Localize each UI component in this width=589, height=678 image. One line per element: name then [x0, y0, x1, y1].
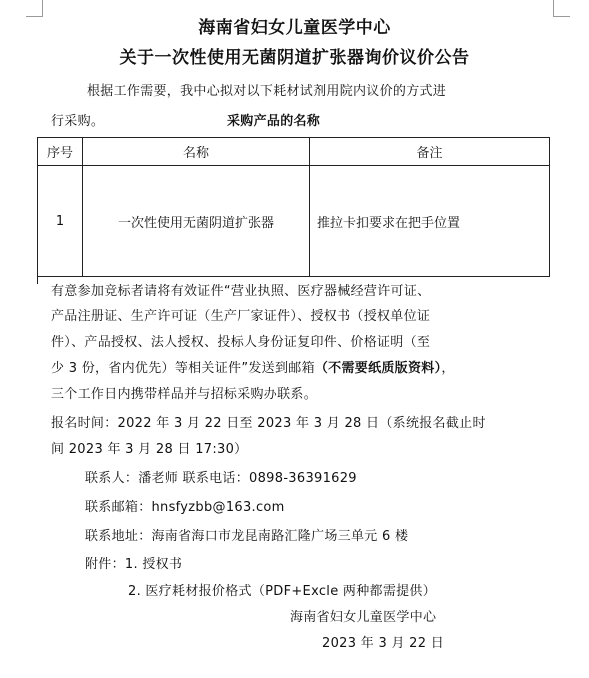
cell-no: 1	[38, 166, 83, 277]
cell-name: 一次性使用无菌阴道扩张器	[83, 166, 310, 277]
cell-note: 推拉卡扣要求在把手位置	[310, 166, 550, 277]
notice-line2: 产品注册证、生产许可证（生产厂家证件）、授权书（授权单位证	[51, 309, 431, 324]
signature-org: 海南省妇女儿童医学中心	[290, 610, 437, 625]
signature-date: 2023 年 3 月 22 日	[322, 636, 445, 651]
product-caption: 采购产品的名称	[227, 114, 321, 129]
contact-person: 联系人：潘老师 联系电话：0898-36391629	[85, 471, 357, 486]
product-table	[37, 137, 550, 277]
notice-line4	[51, 357, 455, 376]
intro-line1: 根据工作需要，我中心拟对以下耗材试剂用院内议价的方式进	[87, 84, 447, 99]
attachment-line2: 2. 医疗耗材报价格式（PDF+Excle 两种都需提供）	[128, 584, 437, 599]
notice-line3: 件）、产品授权、法人授权、投标人身份证复印件、价格证明（至	[51, 335, 431, 350]
document-title-line1: 海南省妇女儿童医学中心	[198, 18, 391, 38]
table-header-row	[38, 138, 550, 166]
document-title-line2: 关于一次性使用无菌阴道扩张器询价议价公告	[119, 48, 470, 68]
registration-line2: 间 2023 年 3 月 28 日 17:30）	[51, 442, 248, 457]
contact-address: 联系地址：海南省海口市龙昆南路汇隆广场三单元 6 楼	[85, 529, 409, 544]
notice-line4-bold: （不需要纸质版资料）	[314, 361, 442, 376]
notice-line4-text: 少 3 份，省内优先）等相关证件”发送到邮箱	[51, 361, 315, 376]
notice-line5: 三个工作日内携带样品并与招标采购办联系。	[51, 387, 318, 402]
registration-line1: 报名时间：2022 年 3 月 22 日至 2023 年 3 月 28 日（系统报名截止时	[51, 416, 486, 431]
header-name: 名称	[83, 138, 310, 166]
contact-email: 联系邮箱：hnsfyzbb@163.com	[85, 500, 285, 515]
notice-line4-end: ，	[441, 361, 455, 376]
header-no: 序号	[38, 138, 83, 166]
header-note: 备注	[310, 138, 550, 166]
intro-line2: 行采购。	[51, 114, 105, 129]
notice-line1: 有意参加竞标者请将有效证件“营业执照、医疗器械经营许可证、	[51, 284, 431, 299]
table-row	[38, 166, 550, 277]
attachment-line1: 附件：1. 授权书	[85, 557, 183, 572]
table-edge-mark	[37, 276, 38, 284]
